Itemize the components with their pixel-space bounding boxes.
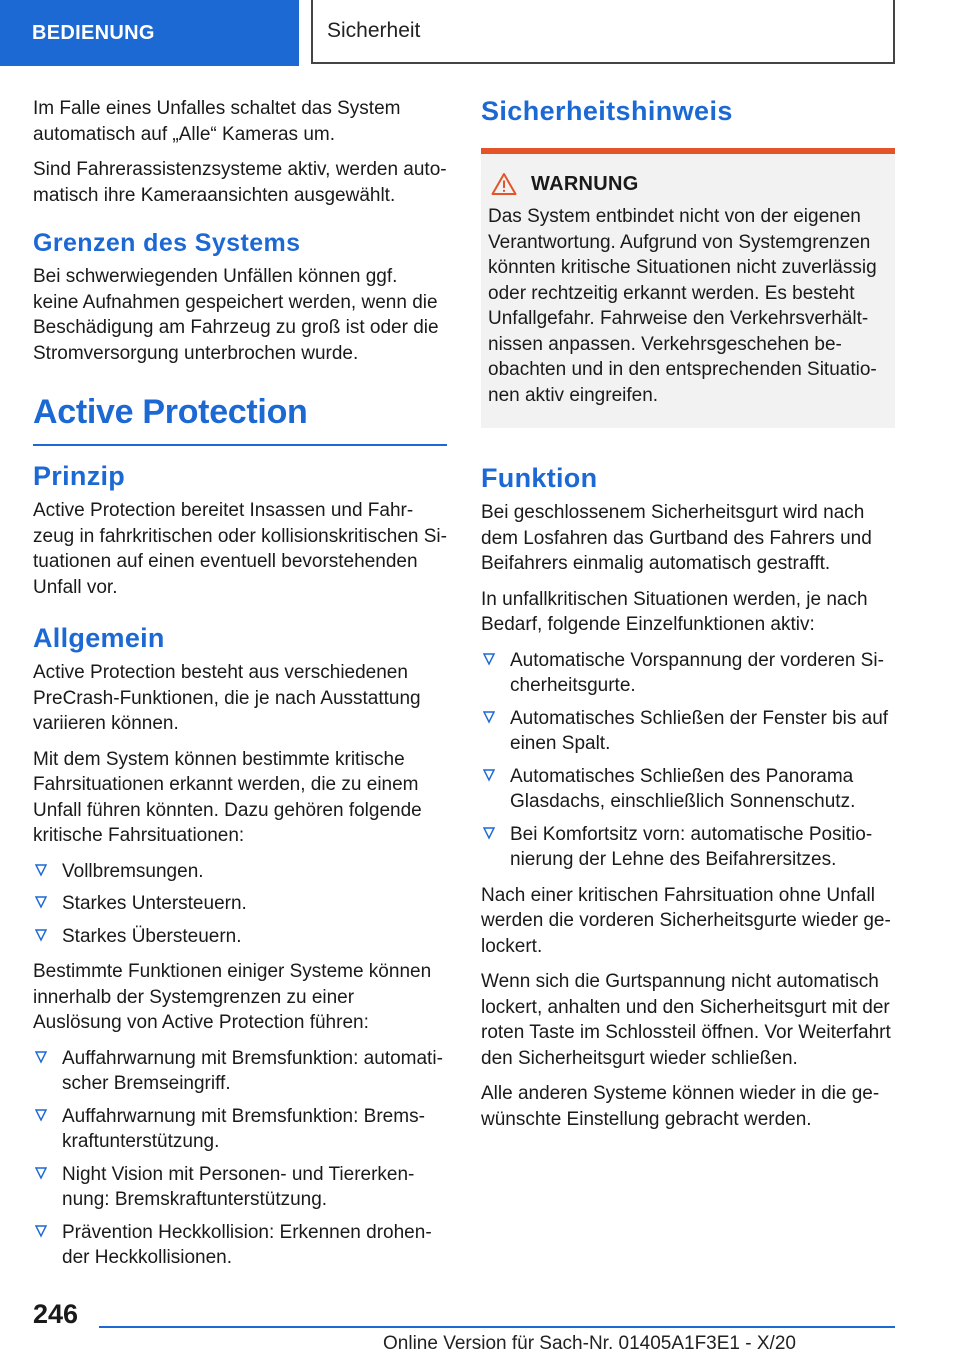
list-item: Automatisches Schließen der Fenster bis auf einen Spalt. (481, 706, 895, 757)
list-item: Auffahrwarnung mit Bremsfunktion: automatischer Bremseingriff. (33, 1046, 447, 1097)
heading-divider (33, 444, 447, 446)
online-version-note: Online Version für Sach-Nr. 01405A1F3E1 - X/20 (383, 1333, 796, 1354)
triangle-bullet-icon (35, 895, 47, 909)
allgemein-heading: Allgemein (33, 623, 165, 653)
list-item: Automatische Vorspannung der vorderen Sicherheitsgurte. (481, 648, 895, 699)
footer-divider (99, 1326, 895, 1328)
warning-text: Das System entbindet nicht von der eigenen Verantwortung. Aufgrund von Systemgrenzen könnten kritische Situationen nicht zuverlässig oder rechtzeitig erkannt werden. Es besteht Unfallgefahr. Fahrweise den Verkehrsverhältnissen anpassen. Verkehrsgeschehen beobachten und in den entsprechenden Situationen aktiv eingreifen. (488, 206, 877, 406)
funktion-paragraph: Wenn sich die Gurtspannung nicht automatisch lockert, anhalten und den Sicherheitsgurt mit der roten Taste im Schlossteil öffnen. Vor Weiterfahrt den Sicherheitsgurt wieder schließen. (481, 971, 891, 1069)
allgemein-paragraph: Active Protection besteht aus verschiedenen PreCrash-Funktionen, die je nach Ausstattung variieren können. (33, 662, 421, 734)
prinzip-text: Active Protection bereitet Insassen und Fahrzeug in fahrkritischen oder kollisionskritischen Situationen auf einen eventuell bevorstehenden Unfall vor. (33, 500, 447, 598)
funktion-paragraph: Bei geschlossenem Sicherheitsgurt wird nach dem Losfahren das Gurtband des Fahrers und Beifahrers einmalig automatisch gestrafft. (481, 502, 872, 574)
section-tab: BEDIENUNG (0, 0, 299, 66)
warning-box (481, 154, 895, 428)
allgemein-paragraph: Mit dem System können bestimmte kritische Fahrsituationen erkannt werden, die zu einem Unfall führen könnten. Dazu gehören folgende kritische Fahrsituationen: (33, 748, 422, 846)
triangle-bullet-icon (483, 710, 495, 724)
warning-triangle-icon (491, 172, 517, 196)
grenzen-text: Bei schwerwiegenden Unfällen können ggf. keine Aufnahmen gespeichert werden, wenn die Beschädigung am Fahrzeug zu groß ist oder die Stromversorgung unterbrochen wurde. (33, 266, 439, 364)
funktion-paragraph: Nach einer kritischen Fahrsituation ohne Unfall werden die vorderen Sicherheitsgurte wieder gelockert. (481, 884, 891, 957)
triangle-bullet-icon (483, 826, 495, 840)
right-column (481, 96, 895, 1142)
list-item: Starkes Übersteuern. (33, 924, 447, 950)
list-item: Prävention Heckkollision: Erkennen drohender Heckkollisionen. (33, 1220, 447, 1271)
intro-paragraph: Sind Fahrerassistenzsysteme aktiv, werden automatisch ihre Kameraansichten ausgewählt. (33, 159, 447, 206)
triangle-bullet-icon (35, 1108, 47, 1122)
warning-title: WARNUNG (531, 172, 639, 195)
triangle-bullet-icon (35, 1050, 47, 1064)
page-header (0, 0, 960, 66)
left-column (33, 96, 447, 1281)
funktion-paragraph: Alle anderen Systeme können wieder in die gewünschte Einstellung gebracht werden. (481, 1083, 880, 1130)
triangle-bullet-icon (35, 928, 47, 942)
situations-list (33, 859, 447, 950)
list-item: Vollbremsungen. (33, 859, 447, 885)
list-item: Starkes Untersteuern. (33, 891, 447, 917)
single-functions-list (481, 648, 895, 873)
list-item: Automatisches Schließen des Panorama Glasdachs, einschließlich Sonnenschutz. (481, 764, 895, 815)
triangle-bullet-icon (35, 1224, 47, 1238)
list-item: Bei Komfortsitz vorn: automatische Positionierung der Lehne des Beifahrersitzes. (481, 822, 895, 873)
safety-heading: Sicherheitshinweis (481, 96, 733, 126)
prinzip-heading: Prinzip (33, 461, 126, 491)
intro-paragraph: Im Falle eines Unfalles schaltet das System automatisch auf „Alle“ Kameras um. (33, 98, 401, 145)
triangle-bullet-icon (483, 652, 495, 666)
list-item: Night Vision mit Personen- und Tiererkennung: Bremskraftunterstützung. (33, 1162, 447, 1213)
list-item: Auffahrwarnung mit Bremsfunktion: Bremskraftunterstützung. (33, 1104, 447, 1155)
grenzen-heading: Grenzen des Systems (33, 229, 301, 257)
page-number: 246 (33, 1299, 79, 1329)
active-protection-heading: Active Protection (33, 393, 308, 431)
allgemein-paragraph: Bestimmte Funktionen einiger Systeme können innerhalb der Systemgrenzen zu einer Auslösung von Active Protection führen: (33, 961, 432, 1033)
funktion-paragraph: In unfallkritischen Situationen werden, je nach Bedarf, folgende Einzelfunktionen aktiv: (481, 588, 868, 635)
triangle-bullet-icon (35, 863, 47, 877)
triangle-bullet-icon (35, 1166, 47, 1180)
chapter-tab: Sicherheit (311, 0, 895, 64)
functions-list (33, 1046, 447, 1271)
funktion-heading: Funktion (481, 463, 598, 493)
warning-header (488, 172, 881, 196)
triangle-bullet-icon (483, 768, 495, 782)
